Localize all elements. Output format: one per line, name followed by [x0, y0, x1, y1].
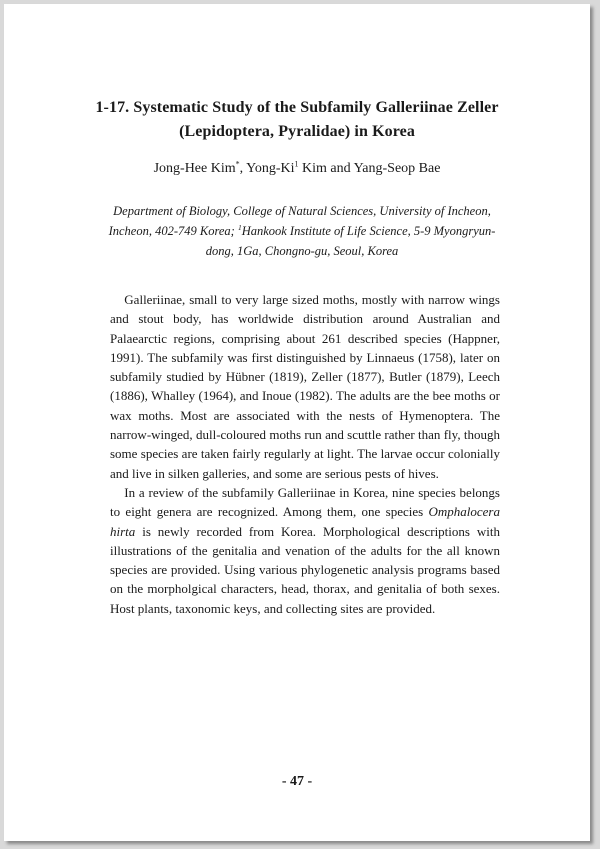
page-number: - 47 -	[281, 774, 313, 789]
author-separator: ,	[239, 161, 247, 176]
title-line-1: 1-17. Systematic Study of the Subfamily Galleriinae Zeller	[95, 99, 499, 116]
affiliation	[104, 201, 500, 261]
affiliation-part-1: Department of Biology, College of Natural Sciences, University of Incheon, Incheon, 402-749 Korea;	[108, 204, 491, 238]
author-2-rest: Kim and Yang-Seop Bae	[298, 161, 441, 176]
paragraph-2-before: In a review of the subfamily Galleriinae in Korea, nine species belongs to eight genera are recognized. Among them, one species	[110, 484, 500, 520]
author-2: Yong-Ki	[246, 161, 295, 176]
affiliation-mark-2: 1	[237, 222, 242, 232]
author-1: Jong-Hee Kim	[153, 161, 236, 176]
paper-page	[4, 4, 590, 841]
affiliation-part-2: Hankook Institute of Life Science, 5-9 Myongryun-dong, 1Ga, Chongno-gu, Seoul, Korea	[205, 224, 496, 258]
abstract-body	[110, 290, 500, 618]
species-name: Omphalocera hirta	[110, 504, 500, 539]
paragraph-2-after: is newly recorded from Korea. Morphological descriptions with illustrations of the genitalia and venation of the adults for the all known species are provided. Using various phylogenetic analysis programs based on the morpholgical characters, head, thorax, and genitalia of both sexes. Host plants, taxonomic keys, and collecting sites are provided.	[110, 523, 500, 616]
paragraph-1: Galleriinae, small to very large sized moths, mostly with narrow wings and stout body, has worldwide distribution around Australian and Palaearctic regions, comprising about 261 described species (Happner, 1991). The subfamily was first distinguished by Linnaeus (1758), later on subfamily studied by Hübner (1819), Zeller (1877), Butler (1879), Leech (1886), Whalley (1964), and Inoue (1982). The adults are the bee moths or wax moths. Most are associated with the nests of Hymenoptera. The narrow-winged, dull-coloured moths run and scuttle rather than fly, though some species are taken fairly regularly at light. The larvae occur colonially and live in silken galleries, and some are serious pests of hives.	[110, 292, 500, 481]
paper-title	[4, 96, 590, 144]
corresponding-mark: *	[235, 159, 240, 169]
author-list	[4, 159, 590, 179]
affiliation-mark: 1	[294, 159, 299, 169]
title-line-2: (Lepidoptera, Pyralidae) in Korea	[179, 123, 415, 140]
paragraph-2	[110, 483, 500, 618]
